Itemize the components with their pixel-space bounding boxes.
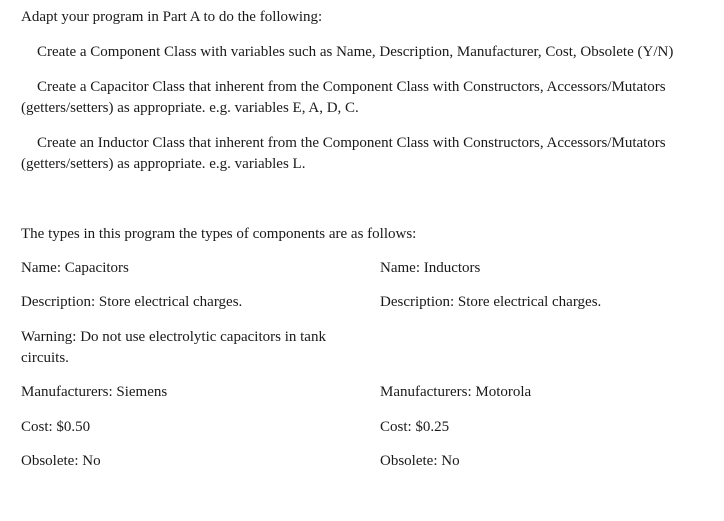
capacitor-warning-line2: circuits. xyxy=(21,350,69,366)
capacitor-obsolete: Obsolete: No xyxy=(21,453,101,469)
capacitor-cost: Cost: $0.50 xyxy=(21,419,91,435)
task-component-class: Create a Component Class with variables such as Name, Description, Manufacturer, Cost, Obsolete (Y/N) xyxy=(37,44,674,60)
task-capacitor-class-line2: (getters/setters) as appropriate. e.g. variables E, A, D, C. xyxy=(21,100,359,116)
capacitor-manufacturers: Manufacturers: Siemens xyxy=(21,384,168,400)
task-inductor-class-line1: Create an Inductor Class that inherent from the Component Class with Constructors, Accessors/Mutators xyxy=(37,135,666,151)
task-capacitor-class-line1: Create a Capacitor Class that inherent from the Component Class with Constructors, Accessors/Mutators xyxy=(37,79,666,95)
capacitor-warning-line1: Warning: Do not use electrolytic capacitors in tank xyxy=(21,329,326,345)
inductor-manufacturers: Manufacturers: Motorola xyxy=(380,384,532,400)
inductor-name: Name: Inductors xyxy=(380,260,481,276)
types-intro-text: The types in this program the types of components are as follows: xyxy=(21,226,417,242)
inductor-description: Description: Store electrical charges. xyxy=(380,294,602,310)
capacitor-description: Description: Store electrical charges. xyxy=(21,294,243,310)
inductor-obsolete: Obsolete: No xyxy=(380,453,460,469)
capacitor-name: Name: Capacitors xyxy=(21,260,129,276)
task-inductor-class-line2: (getters/setters) as appropriate. e.g. variables L. xyxy=(21,156,306,172)
intro-text: Adapt your program in Part A to do the following: xyxy=(21,9,323,25)
inductor-cost: Cost: $0.25 xyxy=(380,419,450,435)
